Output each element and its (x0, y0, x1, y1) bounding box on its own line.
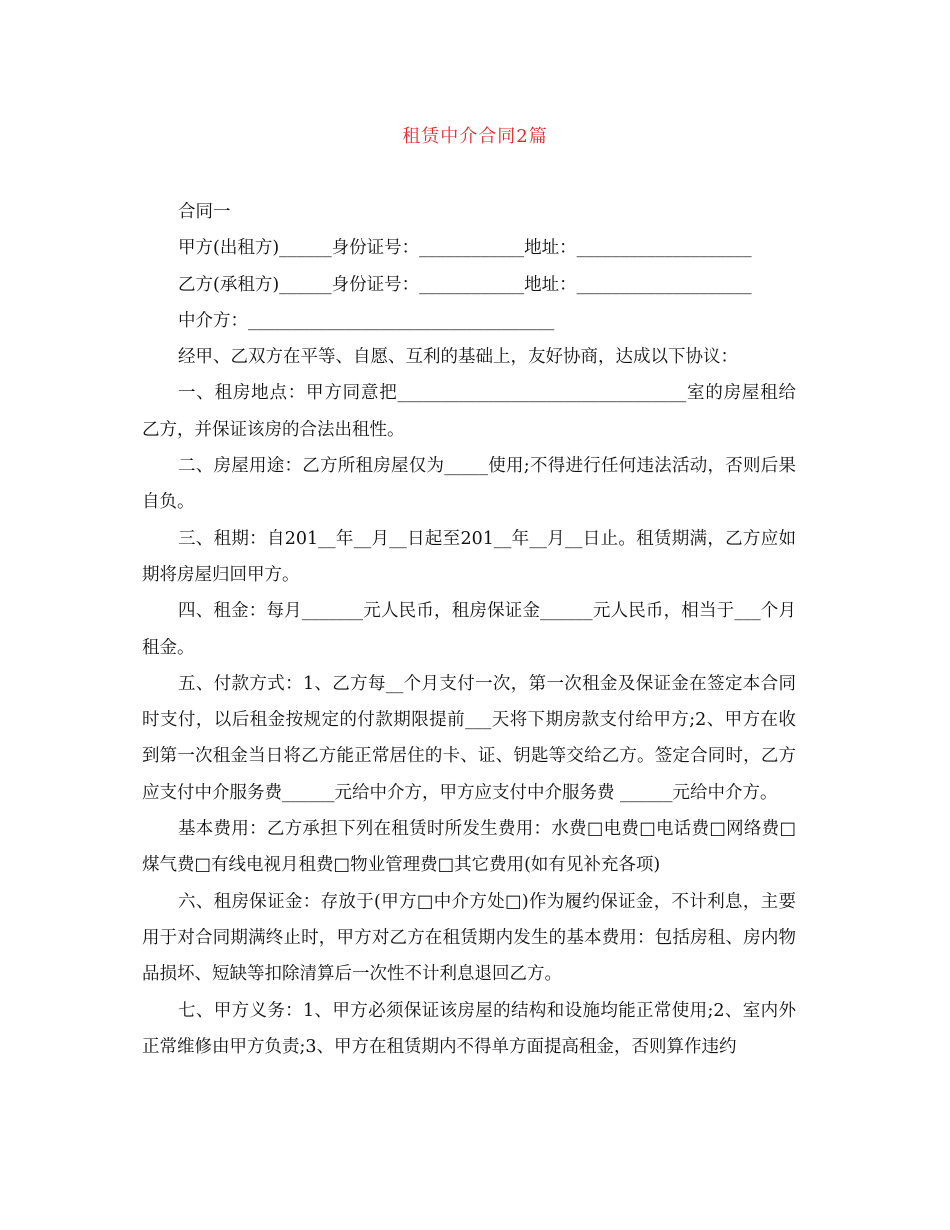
paragraph-clause-6: 六、租房保证金：存放于(甲方□中介方处□)作为履约保证金，不计利息，主要用于对合同期满终止时，甲方对乙方在租赁期内发生的基本费用：包括房租、房内物品损坏、短缺等扣除清算后一次性不计利息退回乙方。 (142, 891, 796, 985)
paragraph-clause-3: 三、租期：自201__年__月__日起至201__年__月__日止。租赁期满，乙方应如期将房屋归回甲方。 (142, 528, 796, 585)
paragraph-clause-2: 二、房屋用途：乙方所租房屋仅为_____使用;不得进行任何违法活动，否则后果自负。 (142, 456, 796, 513)
paragraph-party-b: 乙方(承租方)______身份证号：____________地址：____________________ (178, 274, 752, 295)
paragraph-contract-heading: 合同一 (178, 202, 231, 222)
paragraph-agent: 中介方：___________________________________ (178, 310, 555, 331)
document-title: 租赁中介合同2篇 (402, 126, 548, 147)
document-body (142, 194, 796, 1065)
paragraph-clause-7: 七、甲方义务：1、甲方必须保证该房屋的结构和设施均能正常使用;2、室内外正常维修由甲方负责;3、甲方在租赁期内不得单方面提高租金，否则算作违约 (142, 1000, 796, 1057)
paragraph-clause-4: 四、租金：每月_______元人民币，租房保证金______元人民币，相当于___个月租金。 (142, 601, 796, 658)
paragraph-clause-1: 一、租房地点：甲方同意把_________________________________室的房屋租给乙方，并保证该房的合法出租性。 (142, 383, 796, 440)
paragraph-party-a: 甲方(出租方)______身份证号：____________地址：____________________ (178, 238, 752, 259)
paragraph-basic-fees: 基本费用：乙方承担下列在租赁时所发生费用：水费□电费□电话费□网络费□煤气费□有线电视月租费□物业管理费□其它费用(如有见补充各项) (142, 819, 796, 876)
paragraph-preamble: 经甲、乙双方在平等、自愿、互利的基础上，友好协商，达成以下协议： (178, 347, 738, 368)
paragraph-clause-5: 五、付款方式：1、乙方每__个月支付一次，第一次租金及保证金在签定本合同时支付，以后租金按规定的付款期限提前___天将下期房款支付给甲方;2、甲方在收到第一次租金当日将乙方能正常居住的卡、证、钥匙等交给乙方。签定合同时，乙方应支付中介服务费______元给中介方，甲方应支付中介服务费 ______元给中介方。 (142, 673, 796, 803)
